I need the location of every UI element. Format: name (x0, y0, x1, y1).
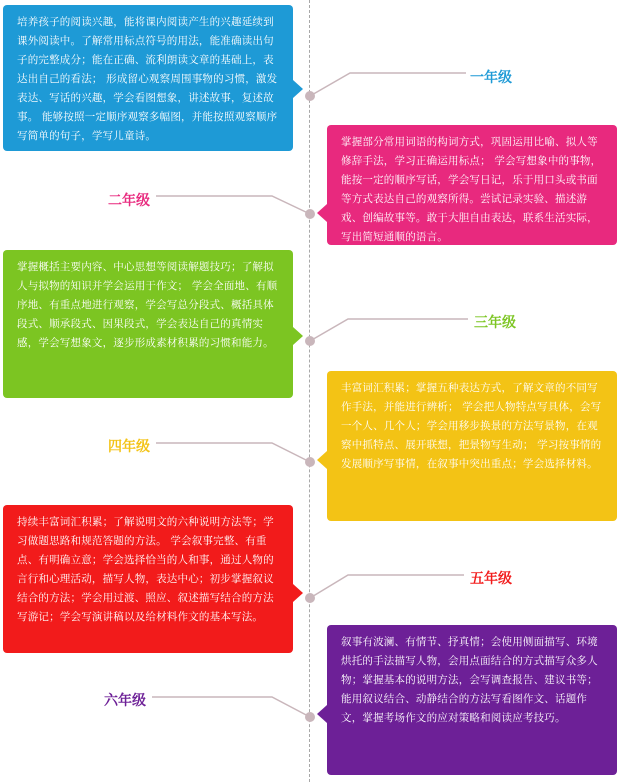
grade-1-label: 一年级 (470, 70, 512, 86)
grade-6-node (305, 712, 315, 722)
grade-1-description-box (3, 5, 293, 151)
connector-line (152, 697, 310, 717)
timeline-axis (309, 0, 310, 782)
grade-1-description: 培养孩子的阅读兴趣，能将课内阅读产生的兴趣延续到课外阅读中。了解常用标点符号的用法，能准确读出句子的完整成分；能在正确、流利朗读文章的基础上，表达出自己的看法； 形成留心观察周围事物的习惯，激发表达、写话的兴趣，学会看图想象，讲述故事，复述故事。 能够按照一定顺序观察多幅图，并能按照观察顺序写简单的句子，学写儿童诗。 (17, 16, 278, 142)
grade-2-node (305, 209, 315, 219)
grade-2-label: 二年级 (108, 193, 150, 209)
grade-6-description: 叙事有波澜、有情节、抒真情；会使用侧面描写、环境烘托的手法描写人物，会用点面结合的方式描写众多人物；掌握基本的说明方法，会写调查报告、建议书等；能用叙议结合、动静结合的方法写看图作文、话题作文，掌握考场作文的应对策略和阅读应考技巧。 (341, 636, 598, 724)
grade-4-description: 丰富词汇积累；掌握五种表达方式，了解文章的不同写作手法，并能进行辨析； 学会把人物特点写具体，会写一个人、几个人；学会用移步换景的方法写景物，在观察中抓特点、展开联想，把景物写生动； 学习按事情的发展顺序写事情，在叙事中突出重点；学会选择材料。 (341, 382, 602, 470)
grade-2-description-box (327, 125, 617, 245)
grade-4-description-box (327, 371, 617, 521)
grade-3-description: 掌握概括主要内容、中心思想等阅读解题技巧；了解拟人与拟物的知识并学会运用于作文； 学会全面地、有顺序地、有重点地进行观察，学会写总分段式、概括具体段式、顺承段式、因果段式，学会表达自己的真情实感，学会写想象文，逐步形成素材积累的习惯和能力。 (17, 261, 278, 349)
grade-3-description-box (3, 250, 293, 398)
connector-line (156, 196, 310, 214)
grade-5-description-box (3, 505, 293, 653)
grade-5-label: 五年级 (470, 571, 512, 587)
grade-6-label: 六年级 (104, 693, 146, 709)
connector-line (310, 319, 468, 341)
grade-3-node (305, 336, 315, 346)
grade-4-label: 四年级 (108, 439, 150, 455)
connector-line (310, 73, 466, 96)
grade-1-node (305, 91, 315, 101)
grade-2-description: 掌握部分常用词语的构词方式，巩固运用比喻、拟人等修辞手法，学习正确运用标点； 学会写想象中的事物，能按一定的顺序写话，学会写日记，乐于用口头或书面等方式表达自己的观察所得。尝试记录实验、描述游戏、创编故事等。敢于大胆自由表达，联系生活实际，写出简短通顺的语言。 (341, 136, 602, 243)
grade-6-description-box (327, 625, 617, 775)
grade-5-description: 持续丰富词汇积累；了解说明文的六种说明方法等；学习做题思路和规范答题的方法。 学会叙事完整、有重点、有明确立意；学会选择恰当的人和事，通过人物的言行和心理活动，描写人物，表达中心；初步掌握叙议结合的方法；学会用过渡、照应、叙述描写结合的方法写游记；学会写演讲稿以及给材料作文的基本写法。 (17, 516, 274, 623)
connector-line (156, 443, 310, 462)
grade-4-node (305, 457, 315, 467)
grade-5-node (305, 593, 315, 603)
connector-line (310, 575, 464, 598)
grade-3-label: 三年级 (474, 315, 516, 331)
